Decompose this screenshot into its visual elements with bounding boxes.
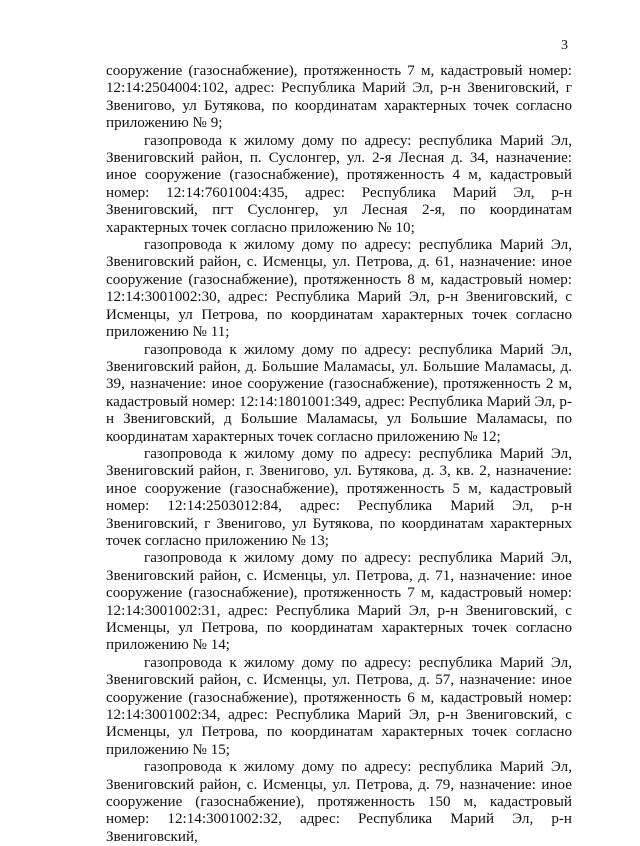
paragraph-3: газопровода к жилому дому по адресу: республика Марий Эл, Звениговский район, с. Исменцы, ул. Петрова, д. 61, назначение: иное сооружение (газоснабжение), протяженность 8 м, кадастровый номер: 12:14:3001002:30, адрес: Республика Марий Эл, р-н Звениговский, с Исменцы, ул Петрова, по координатам характерных точек согласно приложению № 11; [106,237,572,341]
paragraph-6: газопровода к жилому дому по адресу: республика Марий Эл, Звениговский район, с. Исменцы, ул. Петрова, д. 71, назначение: иное сооружение (газоснабжение), протяженность 7 м, кадастровый номер: 12:14:3001002:31, адрес: Республика Марий Эл, р-н Звениговский, с Исменцы, ул Петрова, по координатам характерных точек согласно приложению № 14; [106,550,572,654]
paragraph-7: газопровода к жилому дому по адресу: республика Марий Эл, Звениговский район, с. Исменцы, ул. Петрова, д. 57, назначение: иное сооружение (газоснабжение), протяженность 6 м, кадастровый номер: 12:14:3001002:34, адрес: Республика Марий Эл, р-н Звениговский, с Исменцы, ул Петрова, по координатам характерных точек согласно приложению № 15; [106,654,572,758]
paragraph-1: сооружение (газоснабжение), протяженность 7 м, кадастровый номер: 12:14:2504004:102, адрес: Республика Марий Эл, р-н Звениговский, г Звенигово, ул Бутякова, по координатам характерных точек согласно приложению № 9; [106,63,572,132]
document-body [106,63,572,846]
paragraph-4: газопровода к жилому дому по адресу: республика Марий Эл, Звениговский район, д. Большие Маламасы, ул. Большие Маламасы, д. 39, назначение: иное сооружение (газоснабжение), протяженность 2 м, кадастровый номер: 12:14:1801001:349, адрес: Республика Марий Эл, р-н Звениговский, д Большие Маламасы, ул Большие Маламасы, по координатам характерных точек согласно приложению № 12; [106,341,572,445]
paragraph-8: газопровода к жилому дому по адресу: республика Марий Эл, Звениговский район, с. Исменцы, ул. Петрова, д. 79, назначение: иное сооружение (газоснабжение), протяженность 150 м, кадастровый номер: 12:14:3001002:32, адрес: Республика Марий Эл, р-н Звениговский, [106,759,572,845]
paragraph-5: газопровода к жилому дому по адресу: республика Марий Эл, Звениговский район, г. Звенигово, ул. Бутякова, д. 3, кв. 2, назначение: иное сооружение (газоснабжение), протяженность 5 м, кадастровый номер: 12:14:2503012:84, адрес: Республика Марий Эл, р-н Звениговский, г Звенигово, ул Бутякова, по координатам характерных точек согласно приложению № 13; [106,445,572,549]
paragraph-2: газопровода к жилому дому по адресу: республика Марий Эл, Звениговский район, п. Суслонгер, ул. 2-я Лесная д. 34, назначение: иное сооружение (газоснабжение), протяженность 4 м, кадастровый номер: 12:14:7601004:435, адрес: Республика Марий Эл, р-н Звениговский, пгт Суслонгер, ул Лесная 2-я, по координатам характерных точек согласно приложению № 10; [106,132,572,236]
page-number: 3 [561,38,568,53]
